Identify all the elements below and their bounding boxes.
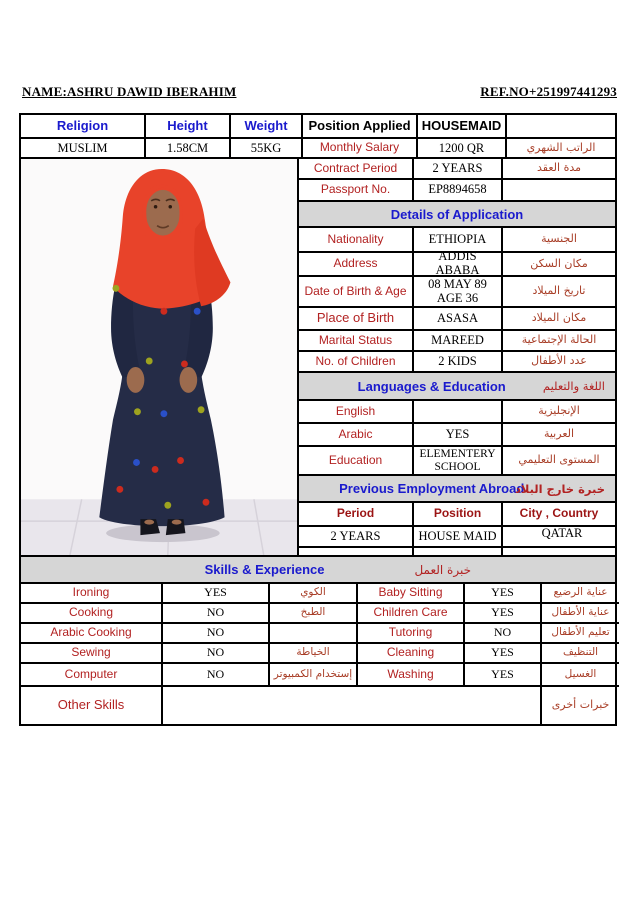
nationality-arabic: الجنسية: [503, 228, 615, 253]
cv-table: [19, 113, 617, 726]
address-label: Address: [299, 253, 414, 277]
contract-period-row: [299, 159, 615, 180]
languages-education-title: Languages & Education: [357, 378, 506, 394]
education-row: [299, 447, 615, 476]
skills-row-arabic-cooking: [21, 624, 615, 644]
applicant-name: NAME:ASHRU DAWID IBERAHIM: [22, 84, 237, 99]
height-header: Height: [146, 115, 231, 139]
contract-period-value: 2 YEARS: [414, 159, 503, 180]
contract-period-arabic: مدة العقد: [503, 159, 615, 180]
previous-employment-arabic: خبرة خارج البلاد: [514, 481, 605, 496]
english-arabic: الإنجليزية: [503, 401, 615, 424]
skills-row-ironing: [21, 584, 615, 604]
nationality-label: Nationality: [299, 228, 414, 253]
passport-value: EP8894658: [414, 180, 503, 202]
marital-status-label: Marital Status: [299, 331, 414, 352]
cooking-value: NO: [163, 604, 270, 624]
marital-status-row: [299, 331, 615, 352]
babysitting-label: Baby Sitting: [358, 584, 465, 604]
address-arabic: مكان السكن: [503, 253, 615, 277]
weight-header: Weight: [231, 115, 303, 139]
weight-value: 55KG: [231, 139, 303, 159]
other-skills-row: [21, 687, 615, 724]
pob-arabic: مكان الميلاد: [503, 308, 615, 331]
employment-period-value: 2 YEARS: [299, 527, 414, 548]
babysitting-arabic: عناية الرضيع: [542, 584, 619, 604]
children-label: No. of Children: [299, 352, 414, 373]
empty-cell: [414, 548, 503, 557]
position-applied-value: HOUSEMAID: [418, 115, 507, 139]
washing-value: YES: [465, 664, 542, 687]
english-row: [299, 401, 615, 424]
languages-education-arabic: اللغة والتعليم: [542, 379, 605, 393]
passport-label: Passport No.: [299, 180, 414, 202]
ironing-value: YES: [163, 584, 270, 604]
applicant-photo-illustration: [21, 159, 297, 555]
dob-age: AGE 36: [436, 290, 479, 305]
arabic-arabic: العربية: [503, 424, 615, 447]
arabic-cooking-label: Arabic Cooking: [21, 624, 163, 644]
details-column: [299, 159, 615, 557]
education-arabic: المستوى التعليمي: [503, 447, 615, 476]
position-applied-label: Position Applied: [303, 115, 418, 139]
sewing-value: NO: [163, 644, 270, 664]
employment-position-value: HOUSE MAID: [414, 527, 503, 548]
ironing-label: Ironing: [21, 584, 163, 604]
skills-row-sewing: [21, 644, 615, 664]
tutoring-label: Tutoring: [358, 624, 465, 644]
employment-record-row: [299, 527, 615, 548]
childrencare-label: Children Care: [358, 604, 465, 624]
cleaning-arabic: التنظيف: [542, 644, 619, 664]
pob-label: Place of Birth: [299, 308, 414, 331]
tutoring-arabic: تعليم الأطفال: [542, 624, 619, 644]
childrencare-value: YES: [465, 604, 542, 624]
cleaning-value: YES: [465, 644, 542, 664]
computer-label: Computer: [21, 664, 163, 687]
pob-value: ASASA: [414, 308, 503, 331]
dob-value: [414, 277, 503, 308]
sewing-arabic: الخياطة: [270, 644, 358, 664]
applicant-photo: [21, 159, 299, 557]
height-value: 1.58CM: [146, 139, 231, 159]
table-body: [21, 159, 615, 557]
previous-employment-header: [299, 476, 615, 503]
education-value: [414, 447, 503, 476]
english-label: English: [299, 401, 414, 424]
monthly-salary-arabic: الراتب الشهري: [507, 139, 615, 159]
name-ref-bar: [22, 84, 617, 100]
arabic-cooking-value: NO: [163, 624, 270, 644]
ironing-arabic: الكوي: [270, 584, 358, 604]
reference-number: REF.NO+251997441293: [480, 84, 617, 99]
nationality-row: [299, 228, 615, 253]
employment-position-header: Position: [414, 503, 503, 527]
skills-row-cooking: [21, 604, 615, 624]
children-value: 2 KIDS: [414, 352, 503, 373]
skills-experience-title: Skills & Experience: [204, 562, 325, 577]
empty-cell: [299, 548, 414, 557]
languages-education-header: [299, 373, 615, 401]
cooking-label: Cooking: [21, 604, 163, 624]
skills-experience-arabic: خبرة العمل: [414, 562, 472, 577]
passport-arabic: [503, 180, 615, 202]
arabic-row: [299, 424, 615, 447]
employment-city-header: City , Country: [503, 503, 615, 527]
monthly-salary-value: 1200 QR: [418, 139, 507, 159]
arabic-value: YES: [414, 424, 503, 447]
dob-label: Date of Birth & Age: [299, 277, 414, 308]
contract-period-label: Contract Period: [299, 159, 414, 180]
washing-label: Washing: [358, 664, 465, 687]
empty-cell: [503, 548, 615, 557]
other-skills-arabic: خبرات أخرى: [551, 698, 610, 712]
dob-arabic: تاريخ الميلاد: [503, 277, 615, 308]
arabic-cooking-arabic: [270, 624, 358, 644]
cleaning-label: Cleaning: [358, 644, 465, 664]
children-arabic: عدد الأطفال: [503, 352, 615, 373]
address-value: ADDIS ABABA: [414, 253, 503, 277]
children-row: [299, 352, 615, 373]
religion-header: Religion: [21, 115, 146, 139]
other-skills-label: Other Skills: [21, 687, 163, 724]
cooking-arabic: الطبخ: [270, 604, 358, 624]
computer-value: NO: [163, 664, 270, 687]
tutoring-value: NO: [465, 624, 542, 644]
washing-arabic: الغسيل: [542, 664, 619, 687]
employment-city-value: QATAR: [503, 527, 615, 548]
previous-employment-title: Previous Employment Abroad: [339, 481, 525, 496]
babysitting-value: YES: [465, 584, 542, 604]
marital-status-arabic: الحالة الإجتماعية: [503, 331, 615, 352]
monthly-salary-label: Monthly Salary: [303, 139, 418, 159]
marital-status-value: MAREED: [414, 331, 503, 352]
religion-value: MUSLIM: [21, 139, 146, 159]
table-values-row: [21, 139, 615, 159]
employment-columns-row: [299, 503, 615, 527]
education-value-line1: ELEMENTERY: [419, 447, 496, 460]
arabic-label: Arabic: [299, 424, 414, 447]
education-value-line2: SCHOOL: [434, 460, 481, 473]
sewing-label: Sewing: [21, 644, 163, 664]
childrencare-arabic: عناية الأطفال: [542, 604, 619, 624]
other-skills-value: [163, 687, 542, 724]
details-of-application-title: Details of Application: [390, 206, 524, 222]
empty-cell: [507, 115, 615, 139]
address-row: [299, 253, 615, 277]
passport-row: [299, 180, 615, 202]
nationality-value: ETHIOPIA: [414, 228, 503, 253]
details-of-application-header: [299, 202, 615, 228]
skills-row-computer: [21, 664, 615, 687]
employment-period-header: Period: [299, 503, 414, 527]
dob-row: [299, 277, 615, 308]
pob-row: [299, 308, 615, 331]
english-value: [414, 401, 503, 424]
table-header-row: [21, 115, 615, 139]
skills-experience-header: [21, 557, 615, 584]
education-label: Education: [299, 447, 414, 476]
employment-empty-row: [299, 548, 615, 557]
computer-arabic: إستخدام الكمبيوتر: [270, 664, 358, 687]
dob-date: 08 MAY 89: [428, 277, 487, 291]
